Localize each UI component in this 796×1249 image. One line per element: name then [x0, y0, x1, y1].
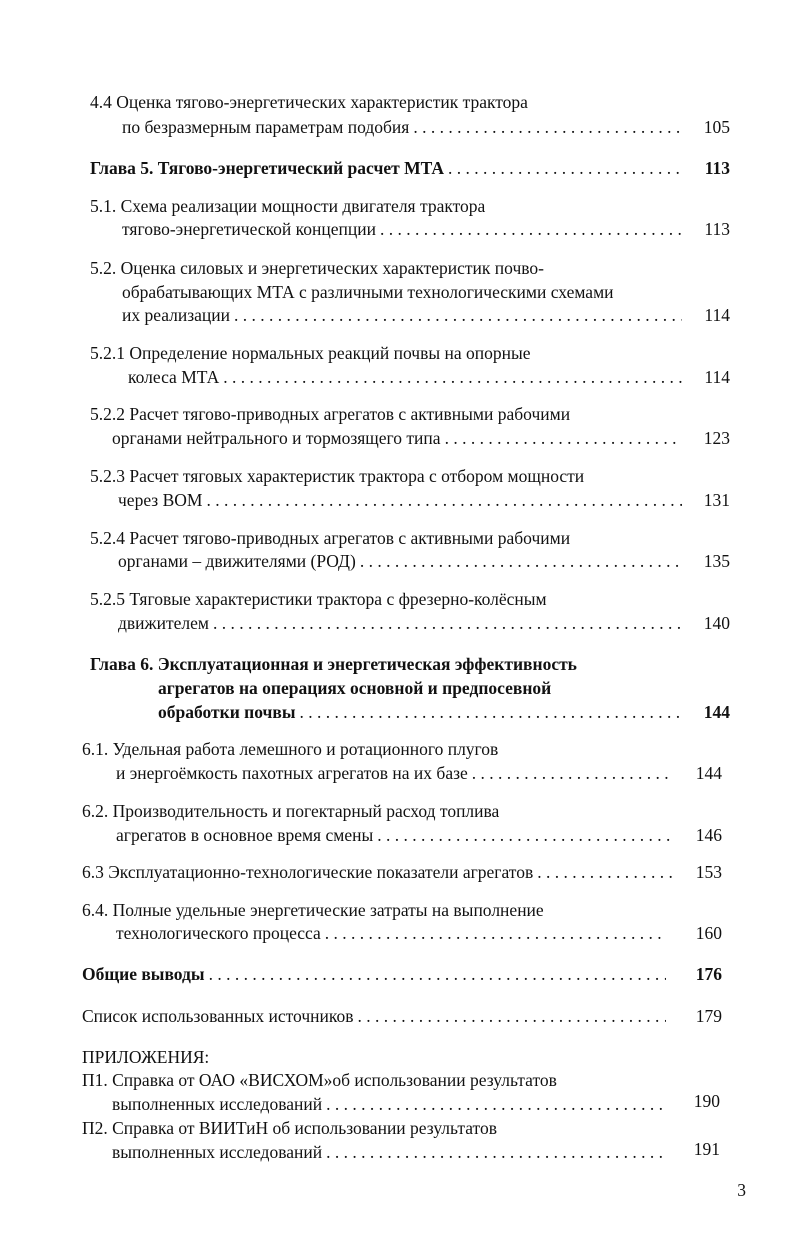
dot-leader [360, 550, 682, 572]
toc-entry-text: движителем [118, 613, 209, 633]
dot-leader [537, 861, 672, 883]
toc-page-ref: 114 [704, 367, 730, 387]
toc-entry-6-4-line2 [116, 922, 666, 944]
dot-leader [413, 116, 682, 138]
toc-page-ref: 123 [703, 428, 730, 448]
appendix-heading: ПРИЛОЖЕНИЯ: [82, 1047, 210, 1067]
toc-entry-5-2-line3 [122, 304, 682, 326]
toc-entry-text: Общие выводы [82, 964, 205, 984]
dot-leader [448, 157, 682, 179]
toc-entry-5-1-line2 [122, 218, 682, 240]
toc-page-ref: 144 [695, 763, 722, 783]
toc-entry-text: и энергоёмкость пахотных агрегатов на их базе [116, 763, 468, 783]
dot-leader [300, 701, 682, 723]
toc-entry-text: колеса МТА [128, 367, 220, 387]
dot-leader [223, 366, 682, 388]
toc-entry-5-2-5-line2 [118, 612, 682, 634]
dot-leader [206, 489, 682, 511]
toc-chapter-6-line3 [158, 701, 682, 723]
appendix-p2-line2 [112, 1141, 668, 1163]
toc-entry-5-2-line1: 5.2. Оценка силовых и энергетических характеристик почво- [90, 258, 544, 278]
toc-entry-4-4-line2 [122, 116, 682, 138]
toc-entry-6-2-line1: 6.2. Производительность и погектарный расход топлива [82, 801, 500, 821]
toc-page-ref: 179 [695, 1006, 722, 1026]
toc-page-ref: 113 [704, 158, 730, 178]
dot-leader [213, 612, 682, 634]
dot-leader [326, 1093, 668, 1115]
toc-entry-5-2-1-line1: 5.2.1 Определение нормальных реакций почвы на опорные [90, 343, 531, 363]
toc-chapter-6-line2: агрегатов на операциях основной и предпосевной [158, 678, 552, 698]
toc-entry-5-2-2-line1: 5.2.2 Расчет тягово-приводных агрегатов с активными рабочими [90, 404, 571, 424]
toc-entry-6-1-line1: 6.1. Удельная работа лемешного и ротационного плугов [82, 739, 499, 759]
toc-page-ref: 146 [695, 825, 722, 845]
toc-entry-text: через ВОМ [118, 490, 203, 510]
dot-leader [472, 762, 668, 784]
dot-leader [358, 1005, 666, 1027]
toc-page-ref: 114 [704, 305, 730, 325]
dot-leader [234, 304, 682, 326]
toc-entry-5-2-3-line2 [118, 489, 682, 511]
toc-entry-text: 6.3 Эксплуатационно-технологические показатели агрегатов [82, 862, 534, 882]
toc-entry-5-1-line1: 5.1. Схема реализации мощности двигателя трактора [90, 196, 486, 216]
toc-entry-4-4-line1: 4.4 Оценка тягово-энергетических характеристик трактора [90, 92, 528, 112]
dot-leader [325, 922, 666, 944]
toc-entry-5-2-4-line1: 5.2.4 Расчет тягово-приводных агрегатов с активными рабочими [90, 528, 571, 548]
appendix-p1-line1: П1. Справка от ОАО «ВИСХОМ»об использовании результатов [82, 1070, 557, 1090]
toc-entry-text: органами – движителями (РОД) [118, 551, 356, 571]
toc-entry-text: выполненных исследований [112, 1142, 323, 1162]
toc-entry-text: Список использованных источников [82, 1006, 354, 1026]
dot-leader [209, 963, 666, 985]
toc-page-ref: 135 [703, 551, 730, 571]
toc-page-ref: 140 [703, 613, 730, 633]
toc-page-ref: 105 [703, 117, 730, 137]
dot-leader [445, 427, 682, 449]
toc-entry-text: обработки почвы [158, 702, 296, 722]
dot-leader [326, 1141, 668, 1163]
dot-leader [377, 824, 672, 846]
toc-entry-text: технологического процесса [116, 923, 321, 943]
toc-page-ref: 160 [695, 923, 722, 943]
toc-entry-text: по безразмерным параметрам подобия [122, 117, 410, 137]
toc-page-ref: 176 [695, 964, 722, 984]
toc-entry-5-2-5-line1: 5.2.5 Тяговые характеристики трактора с фрезерно-колёсным [90, 589, 547, 609]
toc-entry-5-2-1-line2 [128, 366, 682, 388]
toc-entry-text: агрегатов в основное время смены [116, 825, 374, 845]
toc-entry-5-2-4-line2 [118, 550, 682, 572]
toc-page-ref: 113 [704, 219, 730, 239]
toc-entry-text: их реализации [122, 305, 231, 325]
appendix-p1-line2 [112, 1093, 668, 1115]
toc-entry-6-1-line2 [116, 762, 668, 784]
toc-entry-text: Глава 5. Тягово-энергетический расчет МТА [90, 158, 445, 178]
toc-references [82, 1005, 666, 1027]
toc-entry-5-2-3-line1: 5.2.3 Расчет тяговых характеристик трактора с отбором мощности [90, 466, 585, 486]
toc-entry-6-4-line1: 6.4. Полные удельные энергетические затраты на выполнение [82, 900, 544, 920]
toc-page-ref: 191 [693, 1139, 720, 1159]
toc-entry-5-2-line2: обрабатывающих МТА с различными технологическими схемами [122, 282, 614, 302]
toc-page-ref: 131 [703, 490, 730, 510]
toc-conclusions [82, 963, 666, 985]
toc-entry-text: тягово-энергетической концепции [122, 219, 376, 239]
page-number: 3 [737, 1180, 746, 1200]
toc-entry-text: выполненных исследований [112, 1094, 323, 1114]
toc-entry-6-2-line2 [116, 824, 672, 846]
toc-chapter-5 [90, 157, 682, 179]
toc-page-ref: 153 [695, 862, 722, 882]
toc-entry-5-2-2-line2 [112, 427, 682, 449]
appendix-p2-line1: П2. Справка от ВИИТиН об использовании результатов [82, 1118, 497, 1138]
toc-chapter-6-line1: Глава 6. Эксплуатационная и энергетическая эффективность [90, 654, 577, 674]
toc-page-ref: 190 [693, 1091, 720, 1111]
dot-leader [380, 218, 682, 240]
toc-page-ref: 144 [703, 702, 730, 722]
toc-entry-text: органами нейтрального и тормозящего типа [112, 428, 441, 448]
toc-entry-6-3 [82, 861, 672, 883]
